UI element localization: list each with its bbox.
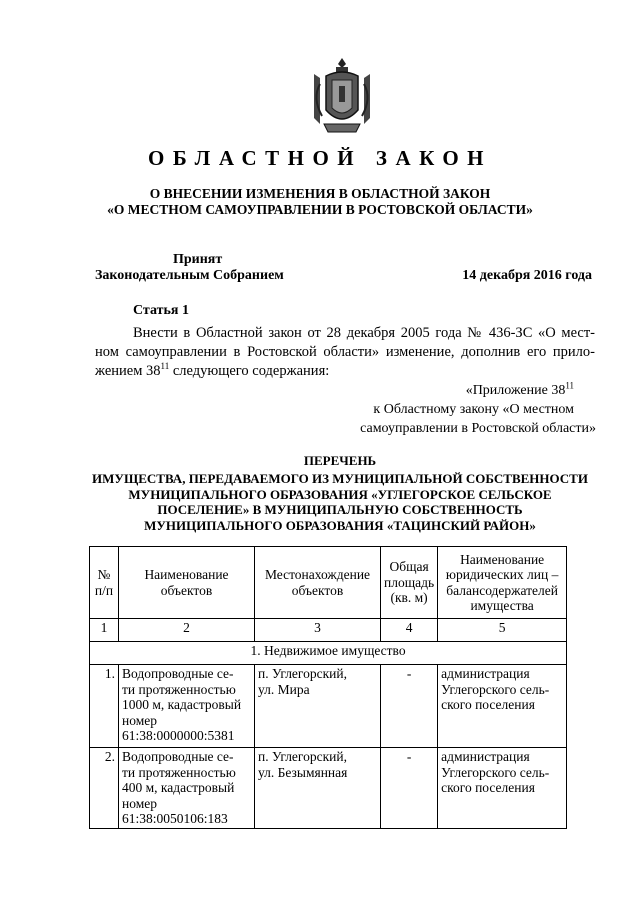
cell-line: ти протяженностью: [122, 764, 236, 780]
article-text-part: жением 38: [95, 363, 161, 379]
list-heading-line: ПОСЕЛЕНИЕ» В МУНИЦИПАЛЬНУЮ СОБСТВЕННОСТЬ: [157, 502, 523, 517]
column-number-row: [90, 619, 567, 642]
header-line: юридических лиц –: [445, 567, 559, 582]
article-text-line: [95, 362, 595, 381]
header-line: №: [97, 567, 111, 582]
header-holder: [438, 547, 567, 619]
article-text: [95, 324, 595, 381]
row-object-name: [119, 665, 255, 748]
cell-line: 400 м, кадастровый: [122, 780, 235, 795]
header-line: (кв. м): [390, 590, 428, 606]
cell-line: ского поселения: [441, 780, 535, 795]
header-line: Общая: [389, 559, 429, 575]
list-title: ПЕРЕЧЕНЬ: [303, 453, 377, 468]
cell-line: администрация: [441, 666, 530, 681]
header-line: Наименование: [460, 551, 545, 567]
table-row: [90, 748, 567, 829]
cell-line: п. Углегорский,: [258, 666, 348, 681]
cell-line: Углегорского сель-: [441, 764, 550, 780]
table-header-row: [90, 547, 567, 619]
cell-line: Углегорского сель-: [441, 681, 550, 697]
coat-of-arms-icon: [306, 54, 378, 138]
header-line: балансодержателей: [446, 582, 558, 598]
table-row: [90, 665, 567, 748]
header-line: имущества: [470, 598, 534, 613]
row-location: [255, 665, 381, 748]
list-heading-line: МУНИЦИПАЛЬНОГО ОБРАЗОВАНИЯ «ТАЦИНСКИЙ РАЙОН»: [144, 517, 536, 533]
column-number: 4: [381, 619, 438, 642]
header-line: площадь: [384, 574, 435, 590]
list-heading: [0, 471, 640, 533]
article-title: Статья 1: [133, 303, 189, 318]
cell-line: номер: [122, 712, 158, 728]
column-number: 2: [119, 619, 255, 642]
adopted-label: Принят: [173, 252, 223, 267]
header-line: Местонахождение: [264, 567, 371, 582]
law-subtitle: [0, 186, 640, 218]
article-text-line: ном самоуправлении в Ростовской области» изменение, дополнив его прило-: [95, 344, 595, 360]
header-line: объектов: [160, 582, 213, 598]
cell-line: ти протяженностью: [122, 681, 236, 697]
section-title: 1. Недвижимое имущество: [90, 642, 567, 665]
article-text-part: следующего содержания:: [169, 363, 330, 379]
header-number: [90, 547, 119, 619]
appendix-line: к Областному закону «О местном: [373, 402, 574, 417]
column-number: 3: [255, 619, 381, 642]
cell-line: п. Углегорский,: [258, 749, 348, 764]
row-object-name: [119, 748, 255, 829]
cell-line: номер: [122, 795, 158, 811]
row-number: 2.: [90, 748, 119, 829]
cell-line: 61:38:0000000:5381: [122, 728, 235, 743]
section-row: [90, 642, 567, 665]
header-name: [119, 547, 255, 619]
cell-line: ского поселения: [441, 697, 535, 712]
cell-line: 61:38:0050106:183: [122, 811, 228, 826]
appendix-reference: [0, 381, 596, 438]
appendix-superscript: 11: [565, 380, 574, 391]
row-area: -: [381, 748, 438, 829]
cell-line: администрация: [441, 749, 530, 764]
header-line: п/п: [94, 582, 114, 598]
header-location: [255, 547, 381, 619]
header-line: объектов: [291, 582, 344, 598]
law-title: ОБЛАСТНОЙ ЗАКОН: [147, 146, 492, 170]
row-location: [255, 748, 381, 829]
law-subtitle-line: «О МЕСТНОМ САМОУПРАВЛЕНИИ В РОСТОВСКОЙ ОБЛАСТИ»: [107, 202, 533, 217]
header-area: [381, 547, 438, 619]
row-holder: [438, 748, 567, 829]
appendix-line: [0, 381, 596, 400]
adoption-date: 14 декабря 2016 года: [462, 268, 592, 283]
assembly-label: Законодательным Собранием: [95, 268, 284, 283]
row-holder: [438, 665, 567, 748]
row-number: 1.: [90, 665, 119, 748]
cell-line: Водопроводные се-: [122, 666, 234, 681]
cell-line: 1000 м, кадастровый: [122, 697, 242, 712]
column-number: 5: [438, 619, 567, 642]
cell-line: Водопроводные се-: [122, 749, 234, 764]
list-heading-line: МУНИЦИПАЛЬНОГО ОБРАЗОВАНИЯ «УГЛЕГОРСКОЕ СЕЛЬСКОЕ: [128, 486, 552, 502]
list-heading-line: ИМУЩЕСТВА, ПЕРЕДАВАЕМОГО ИЗ МУНИЦИПАЛЬНОЙ СОБСТВЕННОСТИ: [92, 471, 588, 486]
appendix-text: «Приложение 38: [465, 383, 566, 398]
row-area: -: [381, 665, 438, 748]
article-text-line: Внести в Областной закон от 28 декабря 2005 года № 436-ЗС «О мест-: [133, 325, 595, 341]
article-superscript: 11: [160, 361, 170, 372]
column-number: 1: [90, 619, 119, 642]
appendix-line: самоуправлении в Ростовской области»: [360, 421, 596, 436]
cell-line: ул. Мира: [258, 681, 310, 697]
header-line: Наименование: [144, 567, 229, 582]
property-table: [89, 546, 567, 829]
law-subtitle-line: О ВНЕСЕНИИ ИЗМЕНЕНИЯ В ОБЛАСТНОЙ ЗАКОН: [149, 186, 491, 201]
cell-line: ул. Безымянная: [258, 764, 348, 780]
